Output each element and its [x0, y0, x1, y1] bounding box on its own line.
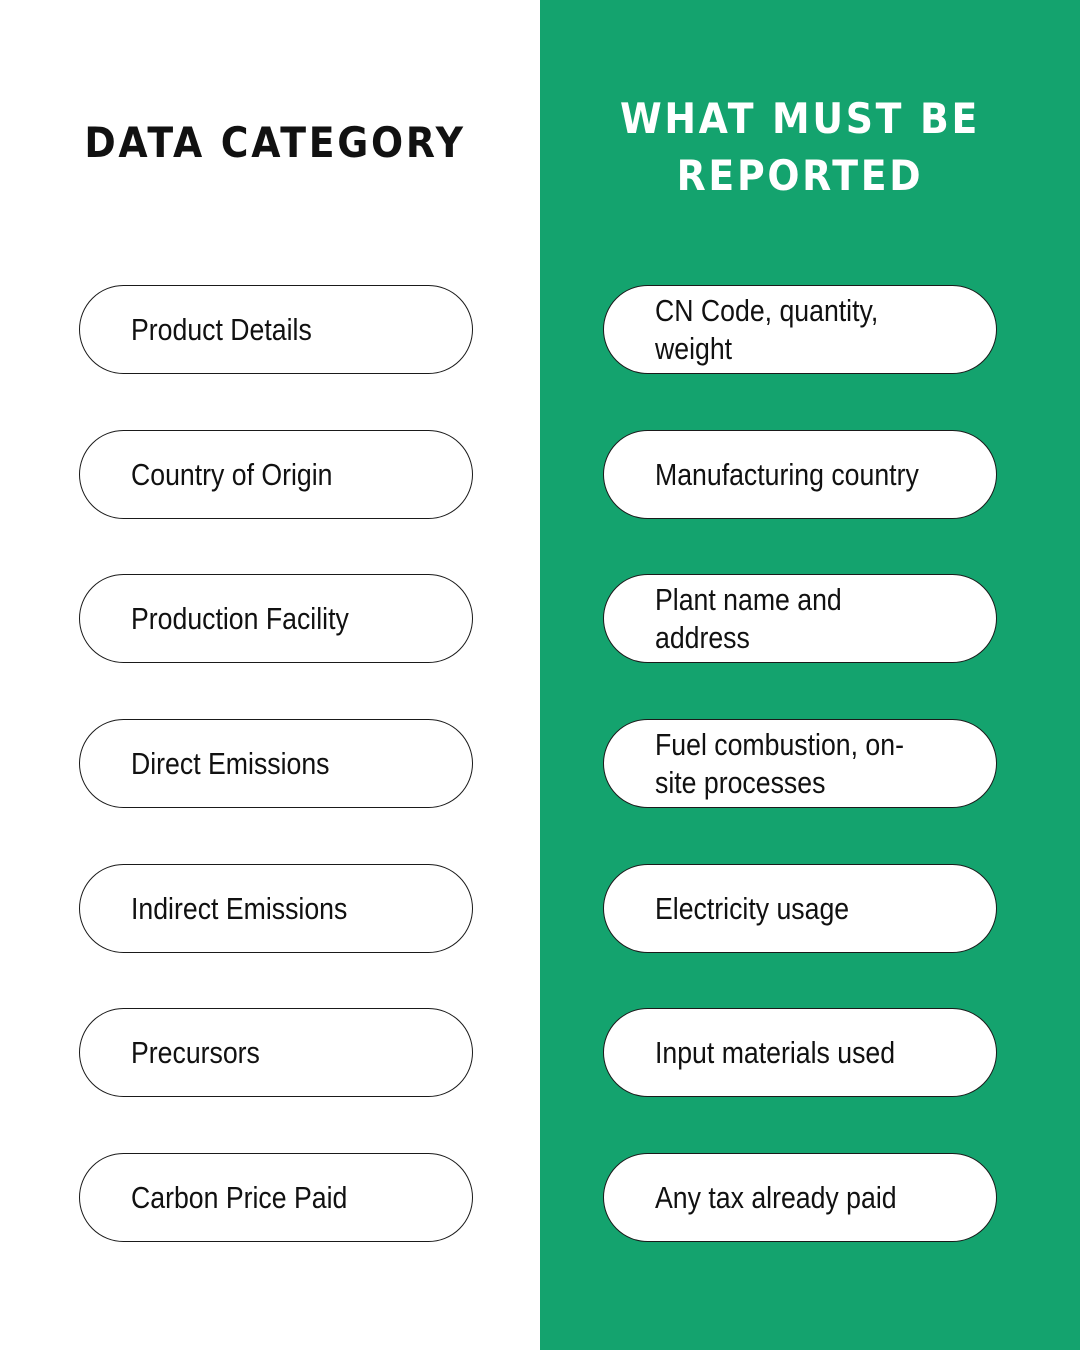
category-label: Product Details [131, 311, 312, 347]
what-must-be-reported-heading: WHAT MUST BE REPORTED [619, 94, 981, 200]
category-pill-carbon-price-paid [79, 1153, 473, 1242]
category-label: Carbon Price Paid [131, 1179, 348, 1215]
requirement-label: Input materials used [655, 1034, 896, 1070]
requirement-pill-electricity-usage [603, 864, 997, 953]
requirement-pill-fuel-combustion [603, 719, 997, 808]
requirement-label: CN Code, quantity, weight [655, 292, 879, 366]
requirement-pill-plant-name [603, 574, 997, 663]
category-pill-product-details [79, 285, 473, 374]
requirement-pill-cn-code [603, 285, 997, 374]
category-label: Indirect Emissions [131, 890, 348, 926]
category-label: Precursors [131, 1034, 260, 1070]
category-pill-country-of-origin [79, 430, 473, 519]
category-pill-direct-emissions [79, 719, 473, 808]
data-category-heading: DATA CATEGORY [84, 118, 466, 167]
requirement-label: Plant name and address [655, 581, 842, 655]
category-label: Production Facility [131, 600, 349, 636]
requirement-label: Electricity usage [655, 890, 850, 926]
requirement-label: Any tax already paid [655, 1179, 897, 1215]
category-pill-precursors [79, 1008, 473, 1097]
category-label: Direct Emissions [131, 745, 330, 781]
category-label: Country of Origin [131, 456, 333, 492]
requirement-label: Manufacturing country [655, 456, 919, 492]
requirement-pill-tax-paid [603, 1153, 997, 1242]
category-pill-indirect-emissions [79, 864, 473, 953]
requirement-pill-input-materials [603, 1008, 997, 1097]
requirement-pill-manufacturing-country [603, 430, 997, 519]
requirement-label: Fuel combustion, on-site processes [655, 726, 904, 800]
category-pill-production-facility [79, 574, 473, 663]
